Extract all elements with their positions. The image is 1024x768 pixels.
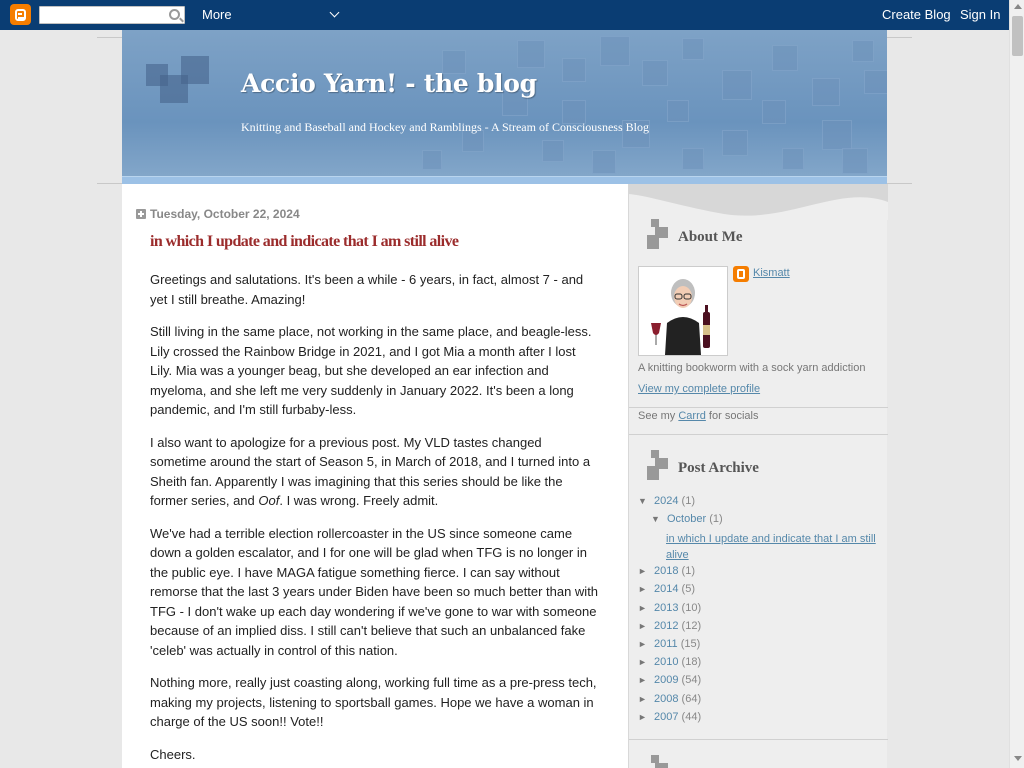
create-blog-link[interactable]: Create Blog <box>882 7 951 22</box>
archive-year-2009[interactable]: ► 2009 (54) <box>638 674 702 686</box>
avatar <box>639 267 727 355</box>
carrd-link[interactable]: Carrd <box>678 410 706 422</box>
triangle-toggle-icon: ► <box>638 694 647 704</box>
archive-year-2024[interactable]: ▼ 2024 (1) <box>638 495 695 507</box>
post-paragraph: Cheers. <box>150 746 196 762</box>
blogger-profile-icon <box>733 266 749 282</box>
post-archive-title: Post Archive <box>678 460 759 476</box>
archive-year-2008[interactable]: ► 2008 (64) <box>638 693 702 705</box>
triangle-toggle-icon: ► <box>638 566 647 576</box>
post-paragraph: Greetings and salutations. It's been a while - 6 years, in fact, almost 7 - and yet I still breathe. Amazing! <box>150 272 584 307</box>
more-menu-button[interactable]: More <box>202 7 232 22</box>
square-cluster-icon <box>647 450 669 482</box>
triangle-toggle-icon: ► <box>638 603 647 613</box>
triangle-toggle-icon: ► <box>638 675 647 685</box>
blogger-logo-icon[interactable] <box>10 4 31 25</box>
blog-description: Knitting and Baseball and Hockey and Ramblings - A Stream of Consciousness Blog <box>241 120 649 134</box>
divider <box>629 407 888 408</box>
post-paragraph: Still living in the same place, not working in the same place, and beagle-less. Lily crossed the Rainbow Bridge in 2021, and I got Mia a month after I lost Lily. Mia was a younger beag, but she developed an ear infection and myeloma, and she left me very suddenly in January 2022. It's been a long pandemic, and I'm still furbaby-less. <box>150 324 592 417</box>
post-date: Tuesday, October 22, 2024 <box>150 207 300 221</box>
archive-post-link[interactable]: in which I update and indicate that I am still alive <box>666 533 876 561</box>
main-column <box>122 184 628 768</box>
sidebar-curve <box>629 184 888 220</box>
post-paragraph: I also want to apologize for a previous post. My VLD tastes changed sometime around the start of Season 5, in March of 2018, and I turned into a Sheith fan. Apparently I was imagining that this series should be like the former series, and Oof. I was wrong. Freely admit. <box>150 434 591 508</box>
profile-description: A knitting bookworm with a sock yarn addiction <box>638 362 866 374</box>
triangle-toggle-icon: ▼ <box>651 514 660 524</box>
divider <box>629 434 888 435</box>
profile-name-link[interactable]: Kismatt <box>753 267 790 279</box>
about-me-title: About Me <box>678 229 743 245</box>
scroll-thumb[interactable] <box>1012 16 1023 56</box>
view-profile-link[interactable]: View my complete profile <box>638 383 761 395</box>
expand-icon[interactable] <box>136 209 146 219</box>
post-paragraph: Nothing more, really just coasting along, working full time as a pre-press tech, making my projects, listening to sportsball games. Hope we have a woman in charge of the US soon!! Vote!! <box>150 675 597 729</box>
square-cluster-icon <box>647 219 669 251</box>
italic-text: Oof <box>258 493 280 508</box>
blog-header <box>122 30 887 184</box>
scrollbar[interactable] <box>1009 0 1024 768</box>
archive-year-2011[interactable]: ► 2011 (15) <box>638 638 701 650</box>
archive-year-2014[interactable]: ► 2014 (5) <box>638 583 695 595</box>
scroll-up-icon[interactable] <box>1014 4 1022 9</box>
archive-year-2018[interactable]: ► 2018 (1) <box>638 565 695 577</box>
blog-title[interactable]: Accio Yarn! - the blog <box>241 69 537 98</box>
triangle-toggle-icon: ► <box>638 657 647 667</box>
archive-month-october[interactable]: ▼ October (1) <box>651 513 723 525</box>
blogger-navbar <box>0 0 1009 30</box>
divider <box>629 739 888 740</box>
profile-avatar[interactable] <box>638 266 728 356</box>
see-my-text: See my Carrd for socials <box>638 410 759 422</box>
archive-year-2010[interactable]: ► 2010 (18) <box>638 656 702 668</box>
sidebar <box>628 184 887 768</box>
header-band <box>122 176 887 184</box>
square-cluster-icon <box>647 755 669 768</box>
archive-year-2012[interactable]: ► 2012 (12) <box>638 620 702 632</box>
triangle-toggle-icon: ▼ <box>638 496 647 506</box>
triangle-toggle-icon: ► <box>638 712 647 722</box>
scroll-down-icon[interactable] <box>1014 756 1022 761</box>
search-input[interactable] <box>39 6 185 24</box>
search-icon[interactable] <box>169 9 180 20</box>
archive-year-2013[interactable]: ► 2013 (10) <box>638 602 702 614</box>
archive-year-2007[interactable]: ► 2007 (44) <box>638 711 702 723</box>
triangle-toggle-icon: ► <box>638 639 647 649</box>
chevron-down-icon[interactable] <box>330 8 340 18</box>
triangle-toggle-icon: ► <box>638 621 647 631</box>
triangle-toggle-icon: ► <box>638 584 647 594</box>
post-body <box>150 270 600 768</box>
post-paragraph: We've had a terrible election rollercoaster in the US since someone came down a golden escalator, and I for one will be glad when TFG is no longer in the public eye. I have MAGA fatigue something fierce. I can say without remorse that the last 3 years under Biden have been so much better than with TFG - I don't wake up each day wondering if we've gone to war with someone because of an implied diss. I still can't believe that such an unbalanced fake 'celeb' was actually in control of this nation. <box>150 525 599 658</box>
post-title[interactable]: in which I update and indicate that I am still alive <box>150 233 459 250</box>
date-header <box>136 207 300 221</box>
sign-in-link[interactable]: Sign In <box>960 7 1001 22</box>
